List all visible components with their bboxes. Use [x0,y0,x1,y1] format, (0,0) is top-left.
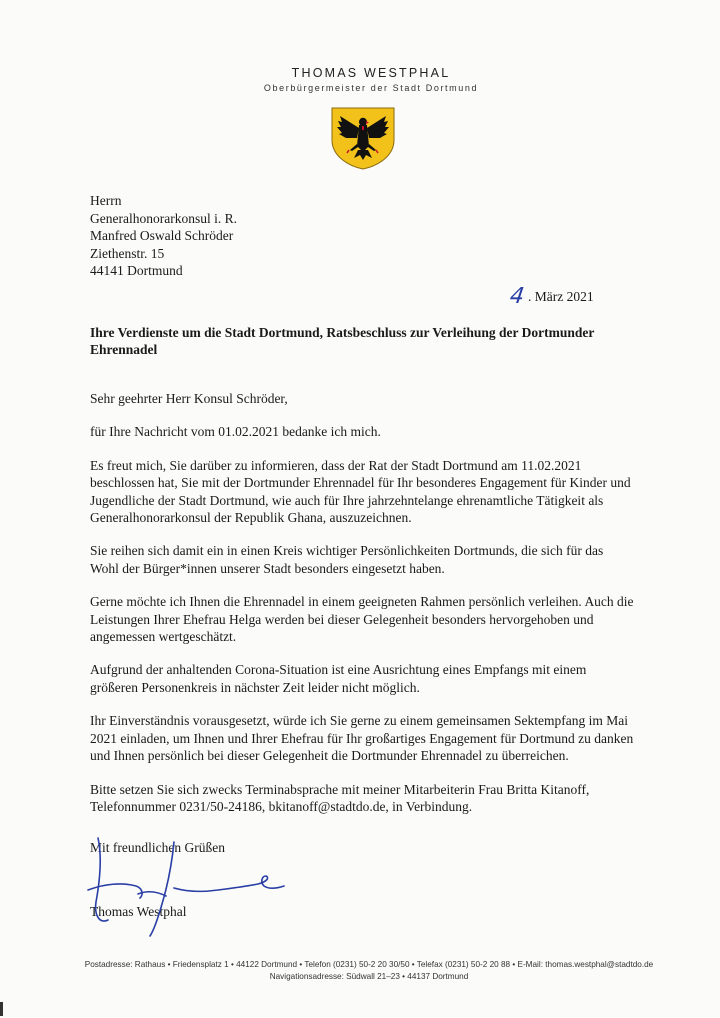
address-line: Herrn [90,193,122,208]
dortmund-eagle-crest-icon [330,106,396,170]
signer-name: Thomas Westphal [90,904,187,919]
salutation: Sehr geehrter Herr Konsul Schröder, [90,391,288,406]
sender-name: THOMAS WESTPHAL [291,66,451,80]
address-line: 44141 Dortmund [90,263,183,278]
footer-navigation-line: Navigationsadresse: Südwall 21–23 • 44137 Dortmund [269,972,469,981]
letterhead [0,66,720,93]
sender-title: Oberbürgermeister der Stadt Dortmund [263,83,479,93]
address-line: Generalhonorarkonsul i. R. [90,210,237,226]
handwritten-day: 4 [508,284,526,309]
body-paragraph: Es freut mich, Sie darüber zu informieren, dass der Rat der Stadt Dortmund am 11.02.2021 beschlossen hat, Sie mit der Dortmunder Ehrennadel für Ihr besonderes Engagement für Kinder und Jugendliche der Stadt Dortmund, wie auch für Ihre jahrzehntelange ehrenamtliche Tätigkeit als Generalhonorarkonsul der Republik Ghana, auszuzeichnen. [90,457,631,526]
body-paragraph: Ihr Einverständnis vorausgesetzt, würde ich Sie gerne zu einem gemeinsamen Sektempfang im Mai 2021 einladen, um Ihnen und Ihrer Ehefrau für Ihr großartiges Engagement für Dortmund zu danken und Ihnen persönlich bei dieser Gelegenheit die Dortmunder Ehrennadel zu überreichen. [90,713,634,764]
letter-date [510,284,594,309]
letter-body [90,390,635,831]
address-line: Ziethenstr. 15 [90,245,165,261]
letter-footer [0,959,720,983]
closing-phrase: Mit freundlichen Grüßen [90,840,225,855]
body-paragraph: Gerne möchte ich Ihnen die Ehrennadel in einem geeigneten Rahmen persönlich verleihen. Auch die Leistungen Ihrer Ehefrau Helga werden bei dieser Gelegenheit besonders hervorgehoben und angemessen wertgeschätzt. [90,594,634,645]
date-month-year: . März 2021 [528,289,594,304]
address-line: Manfred Oswald Schröder [90,228,234,243]
footer-postal-line: Postadresse: Rathaus • Friedensplatz 1 • 44122 Dortmund • Telefon (0231) 50-2 20 30/50 • Telefax (0231) 50-2 20 88 • E-Mail: thomas.westphal@stadtdo.de [84,960,654,969]
body-paragraph: Aufgrund der anhaltenden Corona-Situation ist eine Ausrichtung eines Empfangs mit einem größeren Personenkreis in nächster Zeit leider nicht möglich. [90,662,587,695]
body-paragraph: Bitte setzen Sie sich zwecks Terminabsprache mit meiner Mitarbeiterin Frau Britta Kitanoff, Telefonnummer 0231/50-24186, bkitanoff@stadtdo.de, in Verbindung. [90,781,590,814]
recipient-address [90,192,237,280]
body-paragraph: für Ihre Nachricht vom 01.02.2021 bedanke ich mich. [90,424,381,440]
page-edge-mark [0,1002,3,1016]
letter-subject: Ihre Verdienste um die Stadt Dortmund, Ratsbeschluss zur Verleihung der Dortmunder Ehrennadel [90,325,595,357]
body-paragraph: Sie reihen sich damit ein in einen Kreis wichtiger Persönlichkeiten Dortmunds, die sich für das Wohl der Bürger*innen unserer Stadt besonders eingesetzt haben. [90,543,604,576]
handwritten-signature [78,832,298,942]
